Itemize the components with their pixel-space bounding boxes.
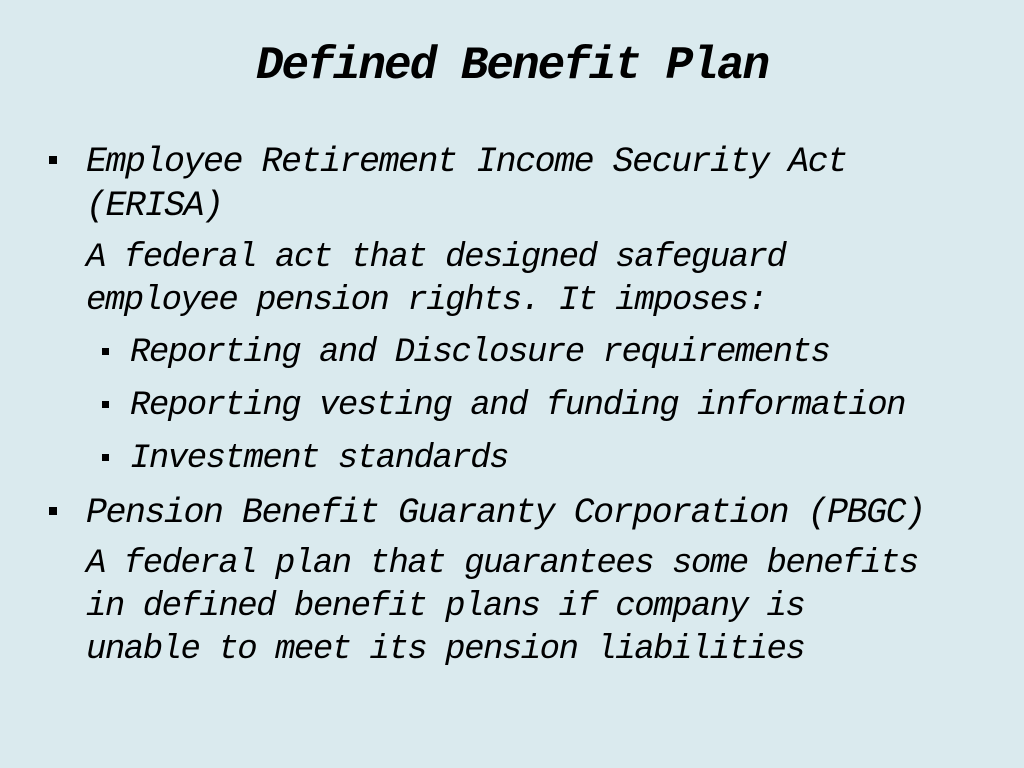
item-description-pbgc-cont2: unable to meet its pension liabilities: [86, 631, 805, 669]
subitem-reporting-disclosure: Reporting and Disclosure requirements: [130, 334, 830, 372]
slide-title: Defined Benefit Plan: [255, 40, 769, 92]
subitem-investment-standards: Investment standards: [130, 440, 509, 478]
sub-bullet-square-icon: [102, 401, 109, 408]
item-heading-pbgc: Pension Benefit Guaranty Corporation (PBGC): [86, 493, 925, 533]
item-description-pbgc-cont: in defined benefit plans if company is: [86, 588, 805, 626]
item-heading-erisa-cont: (ERISA): [86, 186, 223, 226]
item-description-erisa: A federal act that designed safeguard: [86, 239, 786, 277]
sub-bullet-square-icon: [102, 348, 109, 355]
bullet-square-icon: [49, 507, 57, 515]
item-heading-erisa: Employee Retirement Income Security Act: [86, 142, 847, 182]
bullet-square-icon: [49, 156, 57, 164]
subitem-vesting-funding: Reporting vesting and funding information: [130, 387, 906, 425]
item-description-pbgc: A federal plan that guarantees some benefits: [86, 545, 918, 583]
item-description-erisa-cont: employee pension rights. It imposes:: [86, 282, 767, 320]
sub-bullet-square-icon: [102, 454, 109, 461]
